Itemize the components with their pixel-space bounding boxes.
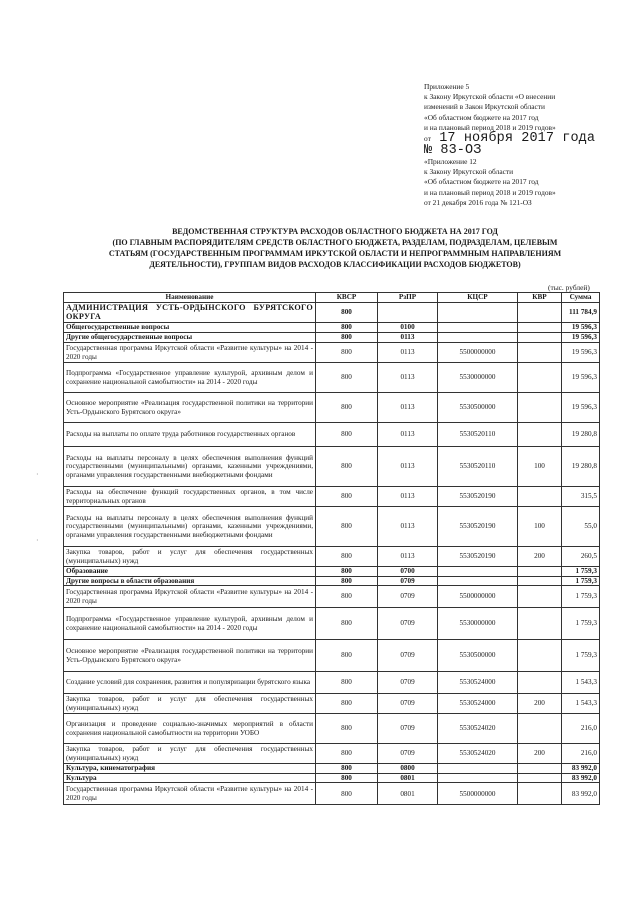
cell-sum: 83 992,0 [562,773,600,783]
cell-name: Общегосударственные вопросы [64,323,316,333]
cell-kcsr: 5500000000 [438,783,518,805]
cell-kvr [518,363,562,393]
cell-sum: 19 596,3 [562,343,600,363]
stamp-prefix: от [424,134,432,144]
cell-rzpr: 0801 [378,783,438,805]
header-line: изменений в Закон Иркутской области [424,102,545,112]
cell-rzpr: 0709 [378,714,438,744]
cell-kcsr [438,323,518,333]
cell-sum: 19 596,3 [562,393,600,423]
table-row [64,423,600,447]
header-line: от 21 декабря 2016 года № 121-ОЗ [424,197,532,207]
cell-kvr [518,714,562,744]
cell-kcsr: 5530000000 [438,363,518,393]
cell-kvsr: 800 [316,547,378,567]
cell-rzpr [378,303,438,323]
cell-kcsr: 5530524000 [438,672,518,694]
cell-kvsr: 800 [316,764,378,774]
cell-name: Подпрограмма «Государственное управление культурой, архивным делом и сохранение национальной самобытности» на 2014 - 2020 годы [64,363,316,393]
cell-name: Культура [64,773,316,783]
header-kvr: КВР [518,293,562,303]
cell-rzpr: 0709 [378,576,438,586]
cell-rzpr: 0100 [378,323,438,333]
cell-kvr [518,323,562,333]
cell-sum: 55,0 [562,507,600,547]
header-kcsr: КЦСР [438,293,518,303]
cell-name: Создание условий для сохранения, развития и популяризации бурятского языка [64,672,316,694]
cell-kvsr: 800 [316,423,378,447]
cell-kvr: 100 [518,507,562,547]
cell-kvr [518,303,562,323]
cell-sum: 111 784,9 [562,303,600,323]
table-row [64,783,600,805]
table-row [64,773,600,783]
cell-kcsr: 5530520110 [438,447,518,487]
table-row [64,672,600,694]
cell-kvr [518,343,562,363]
title-line: ДЕЯТЕЛЬНОСТИ), ГРУППАМ ВИДОВ РАСХОДОВ КЛАССИФИКАЦИИ РАСХОДОВ БЮДЖЕТОВ) [149,260,521,269]
cell-kvr [518,423,562,447]
cell-kvsr: 800 [316,567,378,577]
cell-name: Расходы на выплаты по оплате труда работников государственных органов [64,423,316,447]
cell-kvsr: 800 [316,343,378,363]
cell-kvsr: 800 [316,333,378,343]
cell-kvr [518,608,562,640]
cell-sum: 260,5 [562,547,600,567]
cell-name: Расходы на обеспечение функций государственных органов, в том числе территориальных органов [64,487,316,507]
header-line: «Приложение 12 [424,157,477,167]
cell-rzpr: 0709 [378,672,438,694]
cell-sum: 19 596,3 [562,363,600,393]
cell-kvsr: 800 [316,507,378,547]
cell-kvr [518,393,562,423]
cell-sum: 19 280,8 [562,447,600,487]
title-line: (ПО ГЛАВНЫМ РАСПОРЯДИТЕЛЯМ СРЕДСТВ ОБЛАСТНОГО БЮДЖЕТА, РАЗДЕЛАМ, ПОДРАЗДЕЛАМ, ЦЕЛЕВЫМ [112,238,558,247]
cell-name: Организация и проведение социально-значимых мероприятий в области сохранения национальной самобытности на территории УОБО [64,714,316,744]
header-line: «Об областном бюджете на 2017 год [424,177,539,187]
cell-rzpr: 0113 [378,447,438,487]
table-row [64,323,600,333]
cell-name: Закупка товаров, работ и услуг для обеспечения государственных (муниципальных) нужд [64,694,316,714]
cell-kcsr: 5530524020 [438,714,518,744]
cell-rzpr: 0113 [378,423,438,447]
cell-kcsr: 5530520190 [438,507,518,547]
cell-kcsr [438,567,518,577]
table-row [64,333,600,343]
cell-kcsr [438,764,518,774]
cell-rzpr: 0113 [378,333,438,343]
header-name: Наименование [64,293,316,303]
cell-sum: 19 596,3 [562,323,600,333]
cell-name: Государственная программа Иркутской области «Развитие культуры» на 2014 - 2020 годы [64,783,316,805]
cell-kvr: 200 [518,744,562,764]
cell-name: Расходы на выплаты персоналу в целях обеспечения выполнения функций государственными (муниципальными) органами, казенными учреждениями, органами управления государственными внебюджетными фондами [64,447,316,487]
cell-kvsr: 800 [316,576,378,586]
cell-kvsr: 800 [316,640,378,672]
cell-kcsr: 5530524020 [438,744,518,764]
cell-kvr [518,567,562,577]
header-sum: Сумма [562,293,600,303]
cell-sum: 19 280,8 [562,423,600,447]
cell-kcsr: 5530520110 [438,423,518,447]
cell-sum: 1 759,3 [562,640,600,672]
cell-kvsr: 800 [316,487,378,507]
cell-kvsr: 800 [316,586,378,608]
cell-rzpr: 0801 [378,773,438,783]
cell-kcsr: 5530520190 [438,487,518,507]
cell-name: Государственная программа Иркутской области «Развитие культуры» на 2014 - 2020 годы [64,586,316,608]
cell-rzpr: 0709 [378,608,438,640]
cell-kcsr: 5530000000 [438,608,518,640]
table-row [64,608,600,640]
cell-kvsr: 800 [316,323,378,333]
header-rzpr: РзПР [378,293,438,303]
cell-kvr: 100 [518,447,562,487]
table-row [64,764,600,774]
cell-rzpr: 0800 [378,764,438,774]
cell-name: Государственная программа Иркутской области «Развитие культуры» на 2014 - 2020 годы [64,343,316,363]
cell-kcsr: 5530524000 [438,694,518,714]
header-line: к Закону Иркутской области «О внесении [424,92,556,102]
cell-sum: 216,0 [562,714,600,744]
cell-rzpr: 0113 [378,343,438,363]
cell-name: Закупка товаров, работ и услуг для обеспечения государственных (муниципальных) нужд [64,547,316,567]
cell-rzpr: 0113 [378,507,438,547]
table-row [64,303,600,323]
cell-rzpr: 0113 [378,393,438,423]
cell-rzpr: 0113 [378,547,438,567]
cell-sum: 1 759,3 [562,586,600,608]
title-line: СТАТЬЯМ (ГОСУДАРСТВЕННЫМ ПРОГРАММАМ ИРКУТСКОЙ ОБЛАСТИ И НЕПРОГРАММНЫМ НАПРАВЛЕНИЯМ [108,249,562,258]
cell-name: Культура, кинематография [64,764,316,774]
cell-name: Расходы на выплаты персоналу в целях обеспечения выполнения функций государственными (муниципальными) органами, казенными учреждениями, органами управления государственными внебюджетными фондами [64,507,316,547]
cell-kcsr [438,773,518,783]
cell-kvr: 200 [518,694,562,714]
table-header-row [64,293,600,303]
table-row [64,714,600,744]
document-title [100,226,570,270]
cell-kvsr: 800 [316,363,378,393]
cell-rzpr: 0113 [378,363,438,393]
cell-kcsr [438,303,518,323]
scan-mark: · [36,536,39,545]
cell-kcsr [438,333,518,343]
table-row [64,447,600,487]
cell-kvr [518,333,562,343]
cell-kvr [518,783,562,805]
cell-name: АДМИНИСТРАЦИЯ УСТЬ-ОРДЫНСКОГО БУРЯТСКОГО ОКРУГА [64,303,316,323]
cell-kvr: 200 [518,547,562,567]
cell-kcsr: 5530500000 [438,640,518,672]
cell-rzpr: 0709 [378,694,438,714]
header-line: и на плановый период 2018 и 2019 годов» [424,187,556,197]
units-label: (тыс. рублей) [548,283,590,292]
table-row [64,744,600,764]
header-kvsr: КВСР [316,293,378,303]
scan-mark: · [36,470,39,479]
cell-rzpr: 0113 [378,487,438,507]
cell-name: Закупка товаров, работ и услуг для обеспечения государственных (муниципальных) нужд [64,744,316,764]
law-number-stamp: № 83-ОЗ [424,143,482,159]
cell-kvsr: 800 [316,393,378,423]
header-line: к Закону Иркутской области [424,167,514,177]
cell-kcsr: 5500000000 [438,586,518,608]
cell-sum: 1 543,3 [562,694,600,714]
cell-rzpr: 0700 [378,567,438,577]
table-row [64,363,600,393]
cell-kvsr: 800 [316,694,378,714]
header-line: «Об областном бюджете на 2017 год [424,112,539,122]
table-row [64,567,600,577]
header-line: и на плановый период 2018 и 2019 годов» [424,122,556,132]
header-line: Приложение 5 [424,82,470,91]
cell-kvr [518,640,562,672]
cell-name: Основное мероприятие «Реализация государственной политики на территории Усть-Ордынского Бурятского округа» [64,393,316,423]
cell-kvr [518,773,562,783]
cell-rzpr: 0709 [378,640,438,672]
cell-kvr [518,672,562,694]
title-line: ВЕДОМСТВЕННАЯ СТРУКТУРА РАСХОДОВ ОБЛАСТНОГО БЮДЖЕТА НА 2017 ГОД [172,227,498,236]
table-body [64,303,600,805]
cell-sum: 1 759,3 [562,567,600,577]
cell-sum: 1 543,3 [562,672,600,694]
cell-kvsr: 800 [316,744,378,764]
cell-sum: 83 992,0 [562,783,600,805]
cell-rzpr: 0709 [378,744,438,764]
cell-name: Образование [64,567,316,577]
table-row [64,694,600,714]
cell-sum: 1 759,3 [562,576,600,586]
cell-sum: 19 596,3 [562,333,600,343]
cell-kvsr: 800 [316,783,378,805]
cell-rzpr: 0709 [378,586,438,608]
cell-kvr [518,487,562,507]
cell-sum: 1 759,3 [562,608,600,640]
cell-kvsr: 800 [316,773,378,783]
table-row [64,547,600,567]
cell-kvsr: 800 [316,447,378,487]
cell-kcsr: 5530520190 [438,547,518,567]
table-row [64,507,600,547]
table-row [64,487,600,507]
stamp-date: 17 ноября 2017 года [439,131,596,147]
table-row [64,393,600,423]
cell-sum: 315,5 [562,487,600,507]
cell-name: Подпрограмма «Государственное управление культурой, архивным делом и сохранение национальной самобытности» на 2014 - 2020 годы [64,608,316,640]
cell-kvsr: 800 [316,672,378,694]
cell-name: Основное мероприятие «Реализация государственной политики на территории Усть-Ордынского Бурятского округа» [64,640,316,672]
cell-kcsr: 5500000000 [438,343,518,363]
table-row [64,343,600,363]
cell-sum: 216,0 [562,744,600,764]
cell-kvsr: 800 [316,714,378,744]
cell-kvsr: 800 [316,608,378,640]
cell-name: Другие вопросы в области образования [64,576,316,586]
cell-name: Другие общегосударственные вопросы [64,333,316,343]
appendix-header [424,82,624,208]
cell-kvr [518,764,562,774]
cell-kvr [518,586,562,608]
budget-table [63,292,600,805]
cell-sum: 83 992,0 [562,764,600,774]
table-row [64,640,600,672]
table-row [64,576,600,586]
cell-kcsr [438,576,518,586]
cell-kvsr: 800 [316,303,378,323]
table-row [64,586,600,608]
cell-kcsr: 5530500000 [438,393,518,423]
cell-kvr [518,576,562,586]
